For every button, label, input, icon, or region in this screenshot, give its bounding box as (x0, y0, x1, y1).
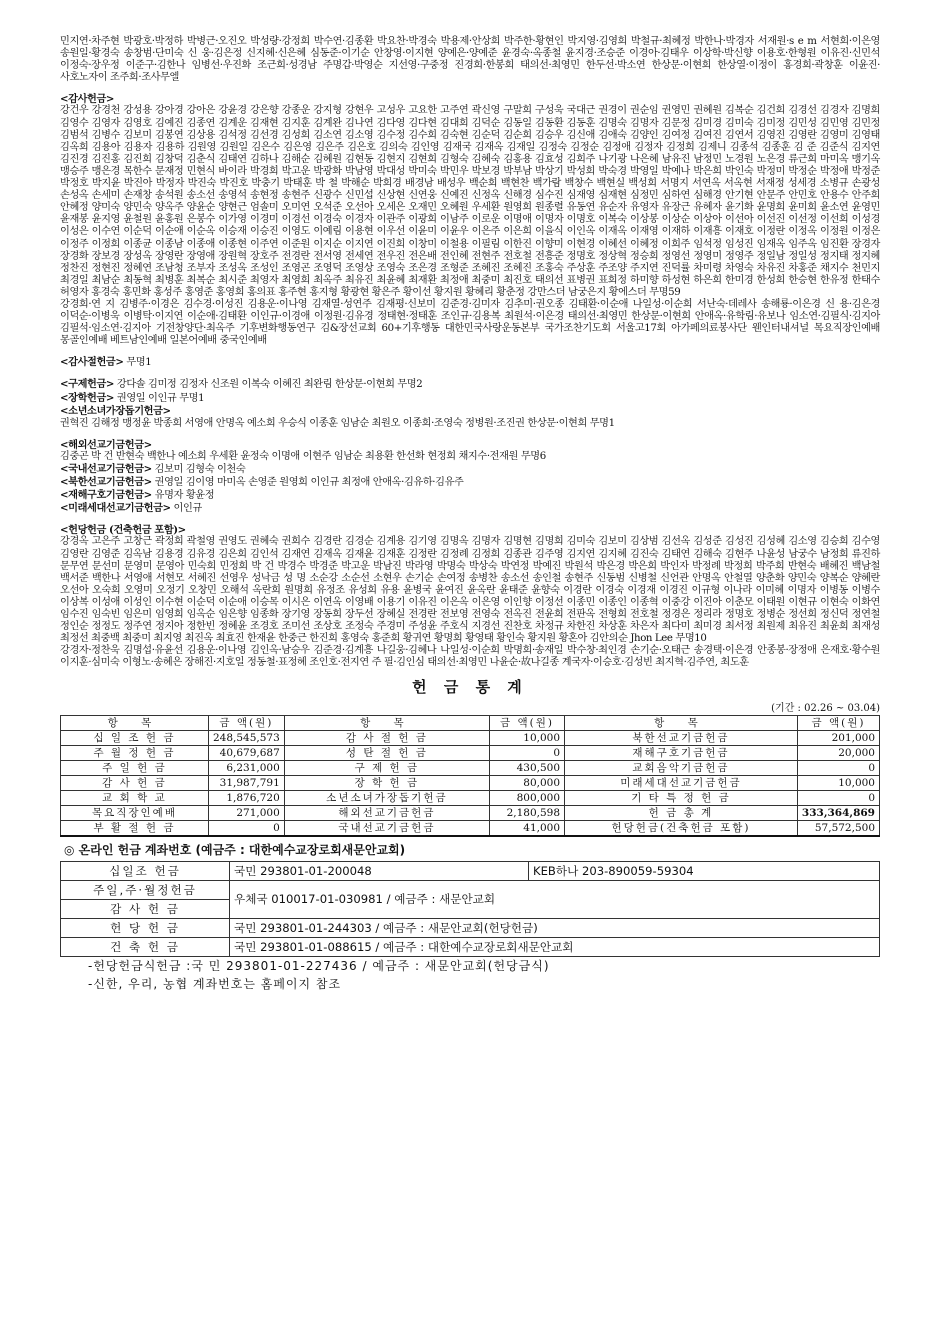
table-cell-amount: 248,545,573 (208, 730, 284, 745)
section-body: 이인규 (173, 503, 202, 515)
section-heading: <해외선교기금헌금> (60, 438, 152, 451)
bulletin-page (60, 36, 880, 993)
table-cell-amount: 0 (490, 745, 565, 760)
account-notes (88, 957, 880, 993)
table-cell-amount: 80,000 (490, 775, 565, 790)
table-cell-label: 해외선교기금헌금 (284, 805, 489, 820)
table-row (61, 775, 880, 790)
other-offerings (60, 356, 880, 515)
name-list-text: 강경옥 고은주 고창근 곽정희 곽철영 권영도 권혜숙 권희수 김경란 김경순 김계용 김기영 김명옥 김명자 김명현 김명희 김미숙 김보미 김상범 김선옥 김성준 김성진 김성혜 김소영 김승희 김수영 김영란 김영준 김옥남 김용경 김유경 김은희 김인석 김재연 김재옥 김재윤 김재훈 김정란 김정례 김정희 김종관 김주영 김지연 김지혜 김진숙 김태연 김해숙 김현주 나윤성 남궁수 남정희 류진하 문무연 문선미 문영미 문영아 민숙희 민정희 박 건 박경수 박경준 박고운 박남진 박라영 박명숙 박상숙 박연정 박예진 박원석 박은경 박은희 박인자 박정례 박정희 박주희 반현숙 배혜진 백남철 백서준 백한나 서영애 서현모 서혜진 선영우 성낙금 성 명 소순강 소순선 소현우 손기순 손여정 송병찬 송소선 송인철 송현주 신동범 신병철 신언관 안명옥 안철열 양춘화 양민숙 양복순 양혜란 오선아 오숙희 오영미 오정기 오창민 오해석 옥란희 원명희 유정조 유성희 유용 윤병국 윤여진 윤옥란 윤태준 윤향숙 이경란 이경숙 이경재 이경진 이규형 이나라 이미혜 이명자 이병동 이병수 이상복 이성애 이성인 이수현 이순덕 이순애 이승목 이시은 이연옥 이영배 이용기 이유진 이은옥 이은영 이인향 이정선 이종민 이종인 이종혁 이중강 이진아 이춘모 이태원 이현규 이현숙 이화연 임수진 임숙빈 임은미 임영희 임옥순 임은향 임종화 장기영 장동희 장두선 장혜실 전경란 전보영 전영숙 전옥진 전윤희 전판옥 전형희 전호철 정경은 정리라 정명호 정병순 정선희 정신덕 정연철 정인순 정정도 정주연 정지아 정한빈 정혜윤 조경호 조미선 조상호 조정숙 주경미 주성윤 주호식 지경선 진찬호 차정규 차한진 차상훈 차은자 최다미 최미경 최서정 최원제 최유진 최윤희 최재성 최정선 최중백 최중미 최지영 최진옥 최효진 한재윤 한중근 한진희 홍영숙 홍준희 황귀연 황명희 황영태 황인숙 황지원 황혼아 김안의순 Jhon Lee 무명10 (60, 536, 880, 645)
name-pairs-text: 강경자·정찬욱 김명섭·유윤선 김용운·이나영 김인옥·남승우 김준경·김계흥 나길웅·김혜나 나일성·이순희 박명희·송재일 박수창·최인경 손기순·오태근 송경택·이은경 안종봉·장정애 은재호·황수원 이지훈·심미숙 이형노·송혜은 장해진·지호일 정동철·표정혜 조인호·전지연 주 필·김인심 태의선·최영민 나윤순·故나길종 계국자·이승호·김성빈 최지혁·김주연, 최도훈 (60, 645, 880, 669)
account-label: 헌 당 헌 금 (61, 918, 230, 937)
table-cell-amount: 2,180,598 (490, 805, 565, 820)
section-line (60, 489, 880, 502)
table-cell-label: 미래세대선교기금헌금 (565, 775, 798, 790)
building-offering-section (60, 524, 880, 669)
stats-period: (기간 : 02.26 ~ 03.04) (771, 702, 880, 714)
account-number: 국민 293801-01-088615 / 예금주 : 대한예수교장로회새문안교회 (230, 937, 880, 956)
table-cell-label: 십 일 조 헌 금 (61, 730, 209, 745)
online-accounts-table (60, 861, 880, 957)
table-row (61, 918, 880, 937)
table-cell-label: 교회음악기금헌금 (565, 760, 798, 775)
section-body: 유명자 황윤정 (154, 490, 215, 502)
section-heading: <감사헌금> (60, 93, 115, 106)
section-heading: <헌당헌금 (건축헌금 포함)> (60, 524, 186, 537)
section-body: 무명1 (126, 357, 152, 369)
top-name-list (60, 36, 880, 84)
thanks-offering-section (60, 93, 880, 347)
section-heading: <구제헌금> (60, 378, 115, 391)
table-row (61, 805, 880, 820)
table-cell-label: 북한선교기금헌금 (565, 730, 798, 745)
table-cell-amount: 40,679,687 (208, 745, 284, 760)
column-header: 항 목 (61, 715, 209, 730)
table-row (61, 745, 880, 760)
note-line: -헌당헌금식헌금 :국 민 293801-01-227436 / 예금주 : 새문안교회(헌당금식) (88, 958, 550, 973)
section-line (60, 463, 880, 476)
section-line (60, 356, 880, 369)
table-row (61, 880, 880, 899)
account-number: 국민 293801-01-244303 / 예금주 : 새문안교회(헌당헌금) (230, 918, 880, 937)
section-line (60, 405, 880, 418)
table-cell-amount: 31,987,791 (208, 775, 284, 790)
column-header: 금 액(원) (208, 715, 284, 730)
section-line (60, 392, 880, 405)
table-cell-label: 주 일 헌 금 (61, 760, 209, 775)
section-heading: <북한선교기금헌금> (60, 476, 152, 489)
name-pairs-text: 강경희·연 지 김병주·이경은 김수경·이성진 김용운·이나영 김재열·성연주 김재평·신보미 김준경·김미자 김추미·권오종 김태환·이순애 나일성·이순희 서난숙·데레사 송해룡·이은경 신 용·김은경 이덕순·이병욱 이병탁·이지연 이순애·김태환 이인규·이경애 이정원·김유경 정태현·정태훈 조인규·김용복 최원석·이은경 태의선·최영민 한상문·이현희 안애옥·유학림·유보나 임소연·김필식·김지아 김필석·임소연·김지아 기전창양단·최옥주 기후변화행동연구 김&장선교회 60+기후행동 대한민국사랑운동본부 국가조찬기도회 서울고17회 아가페의료봉사단 웬인터내셔널 목요직장인예배 몽골인예배 베트남인예배 일본어예배 중국인예배 (60, 298, 880, 347)
table-row (61, 790, 880, 805)
section-line (60, 502, 880, 515)
section-body: 권혁진 김해정 맹정윤 박종희 서영애 안명옥 예소희 우승식 이종훈 임남순 최원오 이종희·조영숙 정병원·조진권 한상문·이현희 무명1 (60, 417, 615, 429)
table-row (61, 861, 880, 880)
table-cell-amount: 20,000 (797, 745, 879, 760)
stats-title: 헌 금 통 계 (412, 677, 528, 696)
table-cell-label: 감 사 절 헌 금 (284, 730, 489, 745)
table-cell-label: 구 제 헌 금 (284, 760, 489, 775)
table-row (61, 730, 880, 745)
section-heading: <소년소녀가장돕기헌금> (60, 404, 171, 417)
account-number: 우체국 010017-01-030981 / 예금주 : 새문안교회 (230, 880, 880, 918)
account-label: 건 축 헌 금 (61, 937, 230, 956)
account-number: 국민 293801-01-200048 (230, 861, 529, 880)
section-line (60, 378, 880, 391)
section-body: 김중곤 박 건 반현숙 백한나 예소희 우세환 윤정숙 이명애 이현주 임남순 최용환 한선화 현정희 채지수·전재원 무명6 (60, 450, 546, 462)
name-list-text: 강건우 강경천 강성용 강아경 강아은 강윤경 강은향 강종운 강지형 강현우 고성우 고요한 고주연 곽신영 구말희 구성욱 국대근 권경이 권순임 권영민 권혜원 김복순 김건희 김경선 김경자 김명희 김영수 김영자 김영호 김예진 김종연 김계운 김재현 김지훈 김계완 김나연 김다영 김다현 김대희 김덕순 김동일 김동환 김동훈 김명숙 김명자 김문정 김미경 김미숙 김미정 김민성 김민영 김민정 김범석 김병수 김보미 김봉연 김상용 김석정 김선경 김성희 김소연 김소영 김수정 김수희 김숙현 김순덕 김순희 김승우 김신애 김애숙 김양인 김여정 김여진 김연서 김영진 김영란 김영미 김영태 김옥희 김용아 김용자 김용하 김원영 김원일 김은수 김은영 김은주 김은호 김의숙 김인영 김재국 김재옥 김재일 김정숙 김정순 김정애 김정자 김정희 김제니 김종석 김종훈 김 준 김준식 김지연 김진경 김진홍 김진희 김창덕 김춘식 김태연 김하나 김해순 김혜원 김현동 김현지 김현희 김형숙 김혜숙 김홍용 김효성 김희주 나기광 나은혜 남유진 남정민 노경원 노은경 류근희 마미옥 맹기옥 맹승주 맹은경 목한수 문재정 민현식 바이라 박경희 박고운 박광화 박남영 박대성 박미숙 박민우 박보경 박부남 박상기 박성희 박숙경 박영일 박예나 박은희 박인숙 박정미 박정순 박정애 박정준 박정호 박지윤 박진아 박정자 박진숙 박진호 박충기 박태훈 박 철 박해순 박희경 배경남 배성우 백순희 백현찬 백가람 백창수 백현실 백성희 서명지 서연옥 서옥현 서재정 성세경 소병규 손광성 손성옥 손세미 손재창 송석원 송소선 송영석 송현정 송현주 신광수 신민섭 신상현 신연웅 신예진 신정옥 신해경 심수진 심재영 심재현 심정민 심하연 심해경 안기현 안문주 안민호 안용수 안주희 안혜정 양미숙 양민숙 양옥주 양윤순 양현근 엄솔미 오미연 오석준 오선아 오세은 오재민 오혜원 우세환 원영희 원종렬 유동연 유순자 유영자 유장근 유혜자 윤기화 윤명희 윤미희 윤소연 윤영민 윤재봉 윤지영 윤철원 윤홍원 은봉수 이가영 이경미 이경선 이경숙 이경자 이관주 이광희 이남주 이로운 이명애 이명자 이명호 이복숙 이상봉 이상순 이상아 이선아 이선진 이선정 이선희 이성경 이성은 이수연 이순덕 이순애 이순옥 이승재 이승진 이영도 이예림 이용현 이우선 이윤미 이윤우 이은주 이은희 이을식 이인옥 이재옥 이재영 이재하 이재흥 이재호 이정란 이정옥 이정원 이정은 이정주 이정희 이종균 이종남 이종애 이종현 이주연 이준원 이지순 이지연 이진희 이창미 이철용 이필림 이한진 이향미 이현경 이혜선 이혜정 이희주 임석정 임성진 임재옥 임주옥 임진환 장경자 장경화 장보경 장성옥 장영란 장영애 장원혁 장호주 전경란 전서영 전세연 전우진 전은배 전인혜 전현주 전호철 전흥준 정명호 정상혁 정승희 정영선 정영미 정영주 정일남 정일성 정지태 정지혜 정찬진 정현진 정혜연 조남청 조부자 조성옥 조성인 조영곤 조영덕 조영상 조영숙 조은경 조형준 조혜진 조혜진 조홍숙 주상훈 주조양 주지연 진덕률 차미령 차영숙 차유진 차홍준 채지수 천민지 최경일 최남순 최동혁 최병훈 최복순 최시준 최영자 최영희 최옥주 최유진 최윤혜 최재환 최정애 최중미 최진호 태의선 표병권 표희정 하미향 하성현 하은희 한미경 한성희 한승현 한유정 한태수 허영자 홍경숙 홍민화 홍성주 홍영준 홍영희 홍의표 홍주현 홍지형 황광현 황은주 황이선 황지원 황혜리 황춘정 강만스더 남궁은지 황에스더 무명59 (60, 105, 880, 298)
table-cell-amount: 57,572,500 (797, 820, 879, 836)
section-heading: <장학헌금> (60, 391, 115, 404)
table-cell-amount: 430,500 (490, 760, 565, 775)
account-label: 주일,주·월정헌금 (61, 880, 230, 899)
online-accounts-title: ◎ 온라인 헌금 계좌번호 (예금주 : 대한예수교장로회새문안교회) (64, 842, 406, 857)
table-header-row (61, 715, 880, 730)
name-list-text: 민지연·차주현 박광호·박정하 박병근·오진오 박성량·강정희 박수연·김종환 박요찬·박경숙 박용제·안상희 박주한·황현인 박지영·김영희 박철규·최혜정 박한나·박경자 서재원·s e m 서현희·이은영 송원일·황경숙 송창범·단미숙 신 웅·김은정 신지혜·신은혜 심동준·이기순 안창영·이지현 양예은·양예준 윤경숙·옥종철 윤지경·조승준 이경아·김태우 이상학·박신향 이용호·한형원 이유진·신민석 이정숙·장우정 이준구·김한나 임병선·우진화 조근희·성경남 주명갑·박영순 지선영·구중정 진경희·한봉희 태의선·최영민 한두선·박소연 한상문·이현희 한상열·이정이 홍경희·곽창훈 이윤진·사호노자이 조주희·조사무엘 (60, 36, 880, 84)
table-cell-label: 부 활 절 헌 금 (61, 820, 209, 836)
table-row (61, 820, 880, 836)
column-header: 항 목 (284, 715, 489, 730)
table-cell-amount: 333,364,869 (797, 805, 879, 820)
table-cell-amount: 6,231,000 (208, 760, 284, 775)
table-cell-label: 장 학 헌 금 (284, 775, 489, 790)
section-line (60, 476, 880, 489)
section-heading: <국내선교기금헌금> (60, 463, 152, 475)
column-header: 금 액(원) (797, 715, 879, 730)
table-cell-amount: 271,000 (208, 805, 284, 820)
table-cell-label: 주 월 정 헌 금 (61, 745, 209, 760)
table-cell-label: 교 회 학 교 (61, 790, 209, 805)
table-cell-amount: 0 (797, 760, 879, 775)
section-body: 강다솔 김미정 김정자 신조원 이복숙 이혜진 최완림 한상문·이현희 무명2 (116, 379, 423, 391)
account-label: 감 사 헌 금 (61, 899, 230, 918)
table-row (61, 937, 880, 956)
account-number: KEB하나 203-890059-59304 (529, 861, 880, 880)
section-body: 권영일 이인규 무명1 (116, 392, 205, 404)
table-cell-amount: 0 (208, 820, 284, 836)
section-heading: <감사절헌금> (60, 356, 124, 369)
section-heading: <재해구호기금헌금> (60, 489, 152, 502)
table-cell-amount: 10,000 (490, 730, 565, 745)
section-body: 권영일 김이영 마미옥 손영준 원영희 이인규 최정애 안애옥·김유하·김유주 (154, 477, 464, 489)
table-cell-amount: 41,000 (490, 820, 565, 836)
table-cell-amount: 1,876,720 (208, 790, 284, 805)
account-label: 십일조 헌금 (61, 861, 230, 880)
table-cell-amount: 201,000 (797, 730, 879, 745)
table-cell-label: 목요직장인예배 (61, 805, 209, 820)
offering-stats-table (60, 715, 880, 837)
table-cell-amount: 10,000 (797, 775, 879, 790)
table-cell-label: 재해구호기금헌금 (565, 745, 798, 760)
table-cell-label: 헌 금 총 계 (565, 805, 798, 820)
column-header: 항 목 (565, 715, 798, 730)
table-cell-label: 기 타 특 정 헌 금 (565, 790, 798, 805)
section-body: 김보미 김형숙 이천숙 (154, 464, 246, 475)
note-line: -신한, 우리, 농협 계좌번호는 홈페이지 참조 (88, 976, 342, 991)
table-cell-label: 국내선교기금헌금 (284, 820, 489, 836)
table-cell-label: 소년소녀가장돕기헌금 (284, 790, 489, 805)
table-cell-label: 성 탄 절 헌 금 (284, 745, 489, 760)
table-cell-amount: 0 (797, 790, 879, 805)
table-cell-amount: 800,000 (490, 790, 565, 805)
section-heading: <미래세대선교기금헌금> (60, 502, 171, 515)
column-header: 금 액(원) (490, 715, 565, 730)
table-row (61, 760, 880, 775)
table-cell-label: 헌당헌금(건축헌금 포함) (565, 820, 798, 836)
table-cell-label: 감 사 헌 금 (61, 775, 209, 790)
stats-body (61, 730, 880, 836)
